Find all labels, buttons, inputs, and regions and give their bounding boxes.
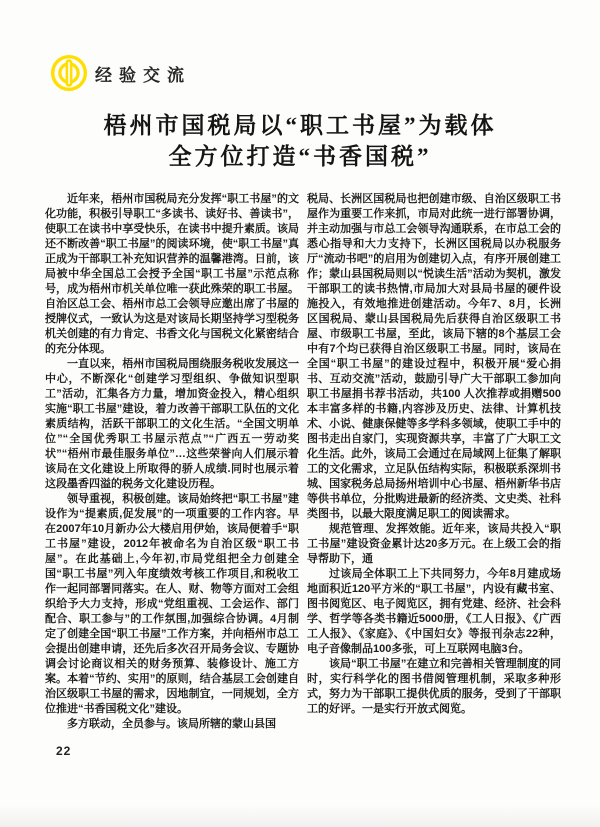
article-title-line-2: 全方位打造“书香国税” xyxy=(168,144,432,169)
article-title-line-1: 梧州市国税局以“职工书屋”为载体 xyxy=(103,113,497,138)
paragraph: 过该局全体职工上下共同努力，今年8月建成场地面积近120平方米的“职工书屋”，内设有藏书室、图书阅览区、电子阅览区，拥有党建、经济、社会科学、哲学等各类书籍近5000册，《工人日报》、《广西工人报》、《家庭》、《中国妇女》等报刊杂志22种，电子音像制品100多张，可上互联网电脑3台。 xyxy=(307,568,561,655)
paragraph: 多方联动，全员参与。该局所辖的蒙山县国 xyxy=(67,718,276,730)
section-label: 经验交流 xyxy=(95,65,191,85)
article-body xyxy=(45,192,561,732)
paragraph: 该局“职工书屋”在建立和完善相关管理制度的同时，实行科学化的图书借阅管理机制，采取多种形式，努力为干部职工提供优质的服务，受到了干部职工的好评。一是实行开放式阅览。 xyxy=(307,658,561,715)
paragraph: 领导重视，积极创建。该局始终把“职工书屋”建设作为“提素质,促发展”的一项重要的工作内容。早在2007年10月新办公大楼启用伊始，该局便着手“职工书屋”建设，2012年被命名为自治区级“职工书屋”。在此基础上,今年初,市局党组把全力创建全国“职工书屋”列入年度绩效考核工作项目,和税收工作一起同部署同落实。在人、财、物等方面对工会组织给予大力支持，形成“党组重视、工会运作、部门配合、职工参与”的工作氛围,加强综合协调。4月制定了创建全国“职工书屋”工作方案，并向梧州市总工会提出创建申请，还先后多次召开局务会议、专题协调会讨论商议相关的财务预算、装修设计、施工方案。本着“节约、实用”的原则，结合基层工会创建自治区级职工书屋的需求，因地制宜，一同规划，全方位推进“书香国税文化”建设。 xyxy=(45,493,299,715)
left-column xyxy=(45,192,299,732)
right-column xyxy=(307,192,561,732)
section-header xyxy=(50,54,191,92)
paragraph: 近年来，梧州市国税局充分发挥“职工书屋”的文化功能，积极引导职工“多读书、读好书、善读书”，使职工在读书中享受快乐，在读书中提升素质。该局还不断改善“职工书屋”的阅读环境，使“职工书屋”真正成为干部职工补充知识营养的温馨港湾。日前，该局被中华全国总工会授予全国“职工书屋”示范点称号，成为梧州市机关单位唯一获此殊荣的职工书屋。自治区总工会、梧州市总工会领导应邀出席了书屋的授牌仪式，一致认为这是对该局长期坚持学习型税务机关创建的有力肯定、书香文化与国税文化紧密结合的充分体现。 xyxy=(45,193,299,355)
page-number: 22 xyxy=(56,744,72,758)
paragraph-continuation: 税局、长洲区国税局也把创建市级、自治区级职工书屋作为重要工作来抓，市局对此统一进行部署协调，并主动加强与市总工会领导沟通联系，在市总工会的悉心指导和大力支持下，长洲区国税局以办税服务厅“流动书吧”的启用为创建切入点，有序开展创建工作；蒙山县国税局则以“悦读生活”活动为契机，激发干部职工的读书热情,市局加大对县局书屋的硬件设施投入，有效地推进创建活动。今年7、8月，长洲区国税局、蒙山县国税局先后获得自治区级职工书屋、市级职工书屋，至此，该局下辖的8个基层工会中有7个均已获得自治区级职工书屋。同时，该局在全国“职工书屋”的建设过程中，积极开展“爱心捐书、互动交流”活动，鼓励引导广大干部职工参加向职工书屋捐书荐书活动，共100 人次推荐或捐赠500本丰富多样的书籍,内容涉及历史、法律、计算机技术、小说、健康保健等多学科多领域，使职工手中的图书走出自家门，实现资源共享，丰富了广大职工文化生活。此外，该局工会通过在局域网上征集了解职工的文化需求，立足队伍结构实际，积极联系深圳书城、国家税务总局扬州培训中心书屋、梧州新华书店等供书单位，分批购进最新的经济类、文史类、社科类图书，以最大限度满足职工的阅读需求。 xyxy=(307,193,561,520)
paragraph: 一直以来，梧州市国税局围绕服务税收发展这一中心，不断深化“创建学习型组织、争做知识型职工”活动，汇集各方力量，增加资金投入，精心组织实施“职工书屋”建设，着力改善干部职工队伍的文化素质结构，活跃干部职工的文化生活。“全国文明单位”“全国优秀职工书屋示范点”“广西五一劳动奖状”“梧州市最佳服务单位”…这些荣誉向人们展示着该局在文化建设上所取得的骄人成绩.同时也展示着这段墨香四溢的税务文化建设历程。 xyxy=(45,358,299,490)
paragraph: 规范管理、发挥效能。近年来，该局共投入“职工书屋”建设资金累计达20多万元。在上级工会的指导帮助下，通 xyxy=(307,523,561,565)
trade-union-logo-icon xyxy=(50,54,88,92)
article-title xyxy=(0,110,600,172)
